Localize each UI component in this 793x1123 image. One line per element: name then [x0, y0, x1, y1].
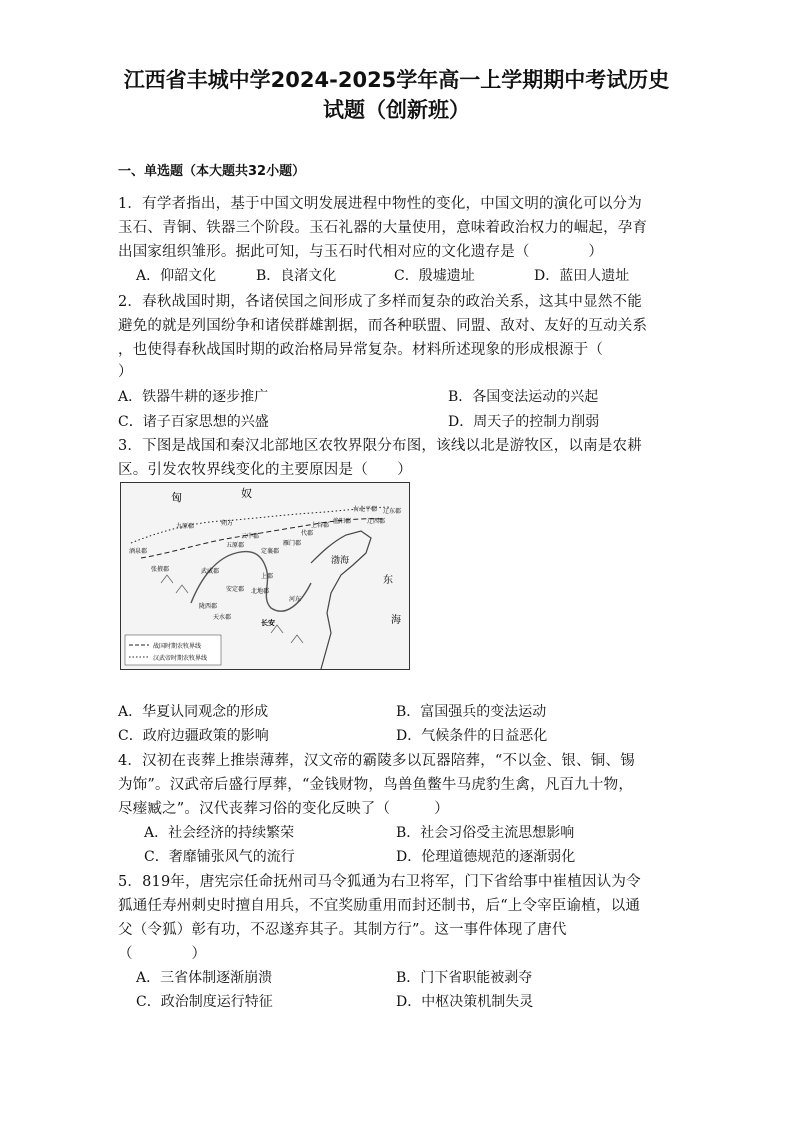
q1-line: 1．有学者指出，基于中国文明发展进程中物性的变化，中国文明的演化可以分为 [118, 196, 642, 212]
place-label: 定襄郡 [261, 548, 280, 555]
q1-line: 出国家组织雏形。据此可知，与玉石时代相对应的文化遗存是（ ） [118, 244, 604, 260]
q2-option-a: A．铁器牛耕的逐步推广 [118, 389, 269, 405]
place-label: 朔方 [221, 520, 234, 527]
sea-label-dong: 东 [383, 575, 393, 586]
q3-option-b: B．富国强兵的变法运动 [396, 704, 547, 720]
q1-option-b: B．良渚文化 [256, 268, 337, 284]
q3-line: 区。引发农牧界线变化的主要原因是（ ） [118, 462, 412, 478]
q4-line: 为饰”。汉武帝后盛行厚葬，“金钱财物，鸟兽鱼鳖牛马虎豹生禽，凡百九十物， [118, 777, 634, 793]
q3-option-c: C．政府边疆政策的影响 [118, 728, 269, 744]
doc-title-line1: 江西省丰城中学2024-2025学年高一上学期期中考试历史 [123, 68, 670, 92]
place-label: 酒泉郡 [129, 548, 148, 555]
place-label: 武威郡 [201, 568, 220, 575]
q4-option-d: D．伦理道德规范的逐渐弱化 [396, 849, 576, 865]
place-label-bohai: 渤海 [331, 556, 350, 566]
q5-option-c: C．政治制度运行特征 [136, 994, 273, 1010]
q4-option-b: B．社会习俗受主流思想影响 [396, 825, 575, 841]
place-label: 上谷郡 [311, 522, 330, 529]
place-label: 天水郡 [213, 614, 232, 621]
q5-line: 狐通任寿州刺史时擅自用兵，不宜奖励重用而封还制书，后“上令宰臣谕植，以通 [118, 898, 641, 914]
place-label: 云中郡 [241, 533, 260, 540]
q5-option-a: A．三省体制逐渐崩溃 [136, 970, 273, 986]
legend-label-2: 汉武帝时期农牧界线 [153, 655, 208, 662]
place-label: 渔阳郡 [333, 518, 352, 525]
map-label-xiong: 匈 [171, 491, 182, 504]
place-label-changan: 长安 [261, 618, 275, 627]
q2-line: ） [118, 364, 133, 380]
q5-line: 5．819年，唐宪宗任命抚州司马令狐通为右卫将军，门下省给事中崔植因认为令 [118, 874, 641, 890]
doc-title-line2: 试题（创新班） [323, 98, 470, 122]
q4-line: 尽瘗臧之”。汉代丧葬习俗的变化反映了（ ） [118, 801, 450, 817]
q1-line: 玉石、青铜、铁器三个阶段。玉石礼器的大量使用，意味着政治权力的崛起，孕育 [118, 220, 648, 236]
place-label: 河东 [289, 596, 302, 603]
place-label: 雁门郡 [283, 540, 302, 547]
q5-line: （ ） [118, 946, 207, 962]
q2-option-c: C．诸子百家思想的兴盛 [118, 414, 269, 430]
place-label: 五原郡 [226, 542, 245, 549]
place-label: 陇西郡 [199, 603, 218, 610]
q5-option-d: D．中枢决策机制失灵 [396, 994, 534, 1010]
place-label: 右北平郡 [353, 506, 378, 513]
place-label: 代郡 [301, 530, 314, 537]
place-label: 上郡 [261, 573, 274, 580]
q3-option-a: A．华夏认同观念的形成 [118, 704, 269, 720]
section-heading: 一、单选题（本大题共32小题） [118, 164, 306, 179]
place-label: 张掖郡 [151, 566, 170, 573]
q2-line: 避免的就是列国纷争和诸侯群雄割据，而各种联盟、同盟、敌对、友好的互动关系 [118, 318, 648, 334]
farming-pastoral-map [120, 482, 410, 670]
place-label: 北地郡 [251, 588, 270, 595]
q2-option-d: D．周天子的控制力削弱 [448, 414, 600, 430]
coastline [311, 531, 371, 669]
place-label: 安定郡 [226, 586, 245, 593]
q1-option-c: C．殷墟遗址 [394, 268, 475, 284]
q3-option-d: D．气候条件的日益恶化 [396, 728, 548, 744]
q4-line: 4．汉初在丧葬上推崇薄葬，汉文帝的霸陵多以瓦器陪葬，“不以金、银、铜、锡 [118, 753, 635, 769]
q2-line: 2．春秋战国时期，各诸侯国之间形成了多样而复杂的政治关系，这其中显然不能 [118, 294, 642, 310]
han-line [131, 507, 391, 543]
q1-option-a: A．仰韶文化 [136, 268, 217, 284]
q4-option-c: C．奢靡铺张风气的流行 [144, 849, 295, 865]
place-label: 辽东郡 [383, 508, 402, 515]
sea-label-hai: 海 [391, 615, 401, 626]
q4-option-a: A．社会经济的持续繁荣 [144, 825, 295, 841]
place-label: 九原郡 [176, 523, 195, 530]
map-svg [121, 483, 409, 669]
legend-label-1: 战国时期农牧界线 [153, 643, 202, 650]
q5-line: 父（令狐）彰有功，不忍遂弃其子。其制方行”。这一事件体现了唐代 [118, 922, 567, 938]
q2-option-b: B．各国变法运动的兴起 [448, 389, 599, 405]
q5-option-b: B．门下省职能被剥夺 [396, 970, 533, 986]
q2-line: ，也使得春秋战国时期的政治格局异常复杂。材料所述现象的形成根源于（ [118, 342, 604, 358]
place-label: 辽西郡 [367, 518, 386, 525]
q3-line: 3．下图是战国和秦汉北部地区农牧界限分布图，该线以北是游牧区，以南是农耕 [118, 438, 642, 454]
map-label-nu: 奴 [241, 487, 252, 500]
q1-option-d: D．蓝田人遗址 [534, 268, 630, 284]
